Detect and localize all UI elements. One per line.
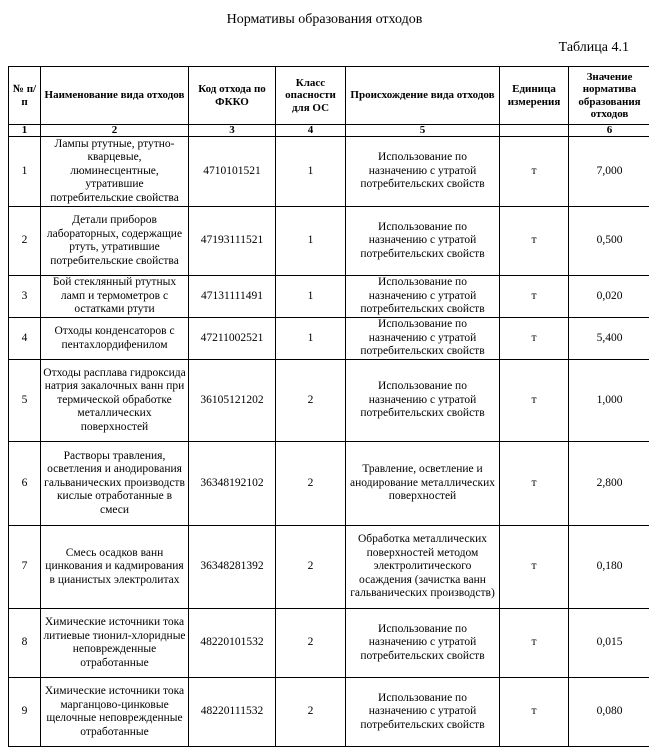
- waste-origin: Использование по назначению с утратой потребительских свойств: [346, 678, 500, 747]
- hazard-class: 1: [276, 207, 346, 276]
- row-number: 6: [9, 442, 41, 526]
- norm-value: 0,500: [569, 207, 649, 276]
- waste-origin: Травление, осветление и анодирование металлических поверхностей: [346, 442, 500, 526]
- waste-name: Бой стеклянный ртутных ламп и термометров с остатками ртути: [41, 276, 189, 318]
- unit: т: [500, 318, 569, 360]
- waste-name: Отходы конденсаторов с пентахлордифенилом: [41, 318, 189, 360]
- table-row: [9, 360, 649, 442]
- hazard-class: 2: [276, 442, 346, 526]
- col-num: 6: [569, 125, 649, 137]
- table-row: [9, 137, 649, 207]
- table-row: [9, 609, 649, 678]
- fkko-code: 48220111532: [189, 678, 276, 747]
- table-row: [9, 207, 649, 276]
- fkko-code: 47193111521: [189, 207, 276, 276]
- waste-origin: Использование по назначению с утратой потребительских свойств: [346, 318, 500, 360]
- hazard-class: 2: [276, 526, 346, 609]
- header-name: Наименование вида отходов: [41, 67, 189, 125]
- unit: т: [500, 276, 569, 318]
- fkko-code: 36105121202: [189, 360, 276, 442]
- header-code: Код отхода по ФККО: [189, 67, 276, 125]
- col-num: 1: [9, 125, 41, 137]
- waste-name: Смесь осадков ванн цинкования и кадмирования в цианистых электролитах: [41, 526, 189, 609]
- unit: т: [500, 360, 569, 442]
- fkko-code: 36348192102: [189, 442, 276, 526]
- waste-name: Химические источники тока марганцово-цинковые щелочные неповрежденные отработанные: [41, 678, 189, 747]
- column-number-row: [9, 125, 649, 137]
- norm-value: 0,015: [569, 609, 649, 678]
- unit: т: [500, 609, 569, 678]
- unit: т: [500, 678, 569, 747]
- unit: т: [500, 137, 569, 207]
- row-number: 1: [9, 137, 41, 207]
- waste-origin: Использование по назначению с утратой потребительских свойств: [346, 609, 500, 678]
- table-row: [9, 318, 649, 360]
- waste-name: Отходы расплава гидроксида натрия закалочных ванн при термической обработке металлических поверхностей: [41, 360, 189, 442]
- hazard-class: 2: [276, 678, 346, 747]
- norm-value: 0,180: [569, 526, 649, 609]
- norm-value: 1,000: [569, 360, 649, 442]
- row-number: 7: [9, 526, 41, 609]
- row-number: 9: [9, 678, 41, 747]
- table-row: [9, 442, 649, 526]
- row-number: 5: [9, 360, 41, 442]
- waste-name: Лампы ртутные, ртутно-кварцевые, люминесцентные, утратившие потребительские свойства: [41, 137, 189, 207]
- norm-value: 5,400: [569, 318, 649, 360]
- table-row: [9, 678, 649, 747]
- table-row: [9, 276, 649, 318]
- unit: т: [500, 442, 569, 526]
- norm-value: 0,020: [569, 276, 649, 318]
- waste-origin: Обработка металлических поверхностей методом электролитического осаждения (зачистка ванн гальванических производств): [346, 526, 500, 609]
- norm-value: 2,800: [569, 442, 649, 526]
- waste-name: Химические источники тока литиевые тионил-хлоридные неповрежденные отработанные: [41, 609, 189, 678]
- waste-name: Растворы травления, осветления и анодирования гальванических производств кислые отработанные в смеси: [41, 442, 189, 526]
- norm-value: 0,080: [569, 678, 649, 747]
- hazard-class: 2: [276, 360, 346, 442]
- hazard-class: 2: [276, 609, 346, 678]
- row-number: 8: [9, 609, 41, 678]
- row-number: 3: [9, 276, 41, 318]
- table-label: Таблица 4.1: [558, 40, 629, 55]
- hazard-class: 1: [276, 137, 346, 207]
- norm-value: 7,000: [569, 137, 649, 207]
- col-num: 4: [276, 125, 346, 137]
- waste-origin: Использование по назначению с утратой потребительских свойств: [346, 137, 500, 207]
- fkko-code: 4710101521: [189, 137, 276, 207]
- fkko-code: 36348281392: [189, 526, 276, 609]
- row-number: 4: [9, 318, 41, 360]
- header-class: Класс опасности для ОС: [276, 67, 346, 125]
- table-row: [9, 526, 649, 609]
- col-num: 5: [346, 125, 500, 137]
- row-number: 2: [9, 207, 41, 276]
- waste-origin: Использование по назначению с утратой потребительских свойств: [346, 360, 500, 442]
- waste-name: Детали приборов лабораторных, содержащие ртуть, утратившие потребительские свойства: [41, 207, 189, 276]
- document-title: Нормативы образования отходов: [226, 12, 423, 27]
- col-num: 2: [41, 125, 189, 137]
- fkko-code: 47211002521: [189, 318, 276, 360]
- unit: т: [500, 207, 569, 276]
- col-num: 3: [189, 125, 276, 137]
- fkko-code: 48220101532: [189, 609, 276, 678]
- header-origin: Происхождение вида отходов: [346, 67, 500, 125]
- col-num: [500, 125, 569, 137]
- waste-origin: Использование по назначению с утратой потребительских свойств: [346, 207, 500, 276]
- header-number: № п/п: [9, 67, 41, 125]
- unit: т: [500, 526, 569, 609]
- header-unit: Единица измерения: [500, 67, 569, 125]
- waste-origin: Использование по назначению с утратой потребительских свойств: [346, 276, 500, 318]
- hazard-class: 1: [276, 276, 346, 318]
- hazard-class: 1: [276, 318, 346, 360]
- waste-norms-table: [8, 66, 649, 747]
- fkko-code: 47131111491: [189, 276, 276, 318]
- header-value: Значение норматива образования отходов: [569, 67, 649, 125]
- table-header-row: [9, 67, 649, 125]
